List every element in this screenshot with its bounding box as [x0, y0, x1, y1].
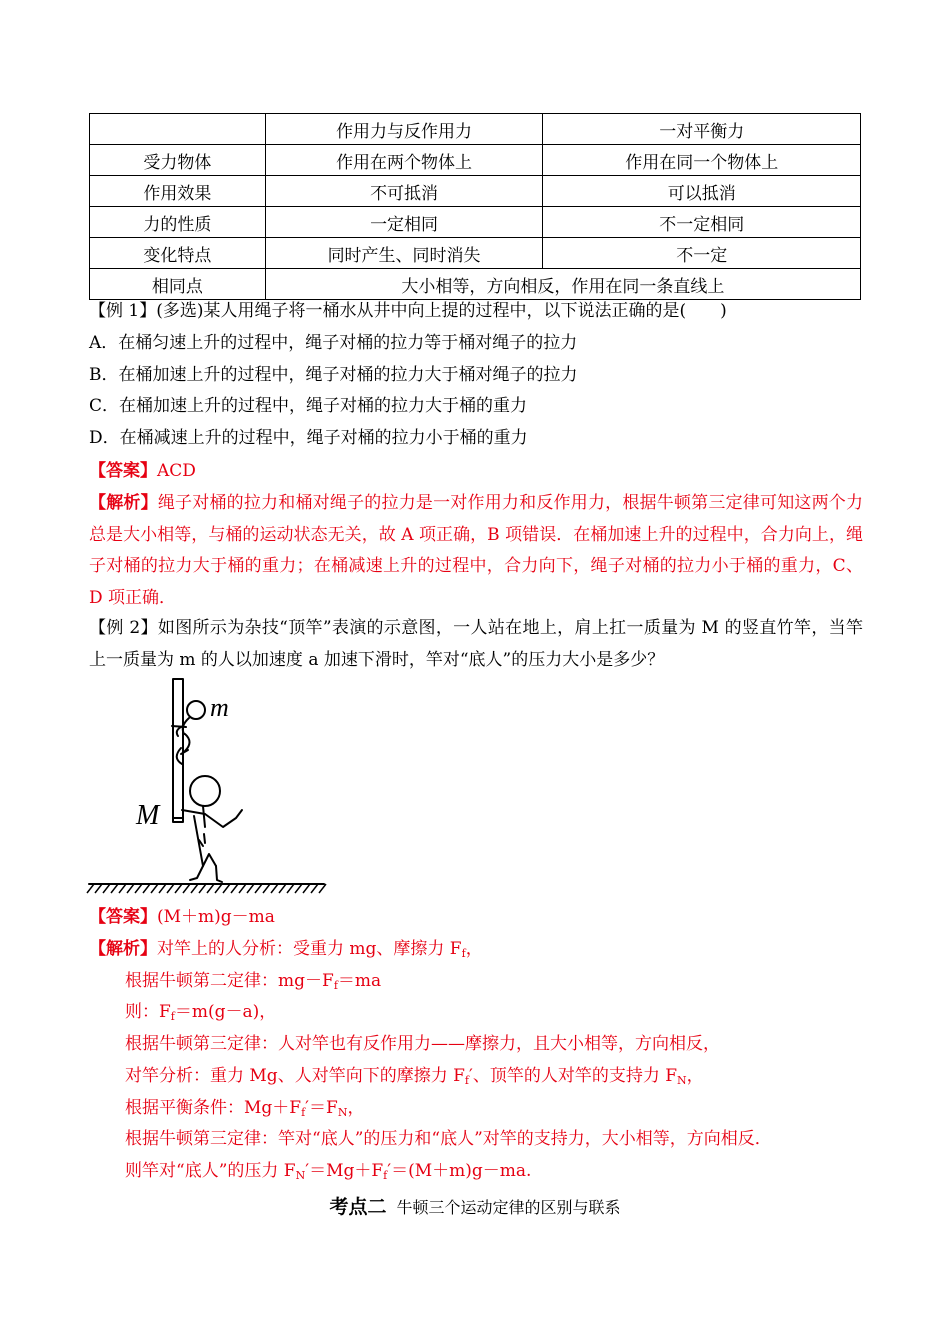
table-cell: 力的性质	[90, 207, 266, 238]
step-text: ′＝F	[305, 1098, 338, 1118]
table-header-cell: 作用力与反作用力	[265, 114, 543, 145]
step-text: 对竿上的人分析：受重力 mg、摩擦力 F	[157, 939, 462, 959]
table-cell: 作用在两个物体上	[265, 145, 543, 176]
section-heading	[0, 1193, 950, 1222]
table-cell: 受力物体	[90, 145, 266, 176]
analysis-tag: 【解析】	[89, 939, 157, 959]
step-text: 根据牛顿第二定律：mg－F	[125, 971, 334, 991]
pole-acrobatics-figure	[86, 676, 328, 894]
example1-option-a: A．在桶匀速上升的过程中，绳子对桶的拉力等于桶对绳子的拉力	[89, 333, 578, 353]
table-row-common	[90, 269, 861, 300]
step-text: ′、顶竿的人对竿的支持力 F	[468, 1066, 678, 1086]
step-text: ＝m(g－a)，	[174, 1002, 277, 1022]
example1-option-d: D．在桶减速上升的过程中，绳子对桶的拉力小于桶的重力	[89, 428, 528, 448]
subscript: f	[383, 1169, 388, 1182]
analysis-tag: 【解析】	[89, 493, 158, 513]
example1-question: 【例 1】(多选)某人用绳子将一桶水从井中向上提的过程中，以下说法正确的是( )	[89, 301, 727, 321]
answer-value: ACD	[157, 461, 196, 481]
example2-answer	[89, 902, 275, 933]
table-cell: 作用在同一个物体上	[543, 145, 861, 176]
subscript: f	[170, 1010, 175, 1023]
table-row	[90, 238, 861, 269]
example2-analysis-step-5	[125, 1061, 704, 1092]
step-text: ，	[347, 1098, 365, 1118]
subscript: f	[333, 979, 338, 992]
table-cell: 变化特点	[90, 238, 266, 269]
comparison-table	[89, 113, 861, 300]
step-text: ′＝(M＋m)g－ma.	[387, 1161, 532, 1181]
table-row	[90, 145, 861, 176]
table-cell: 不一定相同	[543, 207, 861, 238]
example2-analysis-step-7: 根据牛顿第三定律：竿对“底人”的压力和“底人”对竿的支持力，大小相等，方向相反．	[125, 1129, 772, 1149]
step-text: 则：F	[125, 1002, 171, 1022]
figure-label-big-m: M	[136, 800, 160, 831]
table-header-cell: 一对平衡力	[543, 114, 861, 145]
example1-option-b: B．在桶加速上升的过程中，绳子对桶的拉力大于桶对绳子的拉力	[89, 365, 578, 385]
table-cell: 不可抵消	[265, 176, 543, 207]
subscript: f	[464, 1074, 469, 1087]
step-text: 对竿分析：重力 Mg、人对竿向下的摩擦力 F	[125, 1066, 465, 1086]
table-header-row	[90, 114, 861, 145]
subscript: N	[337, 1106, 348, 1119]
example2-analysis-step-2	[125, 966, 381, 997]
step-text: ＝ma	[337, 971, 382, 991]
analysis-text: 绳子对桶的拉力和桶对绳子的拉力是一对作用力和反作用力，根据牛顿第三定律可知这两个力总是大小相等，与桶的运动状态无关，故 A 项正确，B 项错误．在桶加速上升的过程中，合力向上，绳子对桶的拉力大于桶的重力；在桶减速上升的过程中，合力向下，绳子对桶的拉力小于桶的重力，C、D 项正确．	[89, 493, 864, 608]
table-cell: 相同点	[90, 269, 266, 300]
section-title: 牛顿三个运动定律的区别与联系	[396, 1198, 621, 1217]
example1-analysis	[89, 488, 863, 614]
example1-answer	[89, 456, 196, 487]
pole-acrobatics-illustration	[86, 676, 328, 894]
table-row	[90, 207, 861, 238]
answer-tag: 【答案】	[89, 907, 157, 927]
example2-analysis-step-1	[89, 934, 483, 965]
example1-option-c: C．在桶加速上升的过程中，绳子对桶的拉力大于桶的重力	[89, 396, 528, 416]
step-text: 则竿对“底人”的压力 F	[125, 1161, 296, 1181]
step-text: ，	[465, 939, 483, 959]
example2-analysis-step-6	[125, 1093, 364, 1124]
answer-value: (M＋m)g－ma	[157, 907, 275, 927]
table-cell: 作用效果	[90, 176, 266, 207]
table-cell-merged: 大小相等，方向相反，作用在同一条直线上	[265, 269, 860, 300]
subscript: N	[677, 1074, 687, 1087]
table-row	[90, 176, 861, 207]
example2-analysis-step-3	[125, 997, 276, 1028]
subscript: N	[295, 1169, 306, 1182]
table-cell: 可以抵消	[543, 176, 861, 207]
step-text: ′＝Mg＋F	[305, 1161, 384, 1181]
table-cell: 同时产生、同时消失	[265, 238, 543, 269]
answer-tag: 【答案】	[89, 461, 157, 481]
step-text: ，	[686, 1066, 704, 1086]
table-cell: 不一定	[543, 238, 861, 269]
example2-analysis-step-8	[125, 1156, 531, 1187]
example2-question: 【例 2】如图所示为杂技“顶竿”表演的示意图，一人站在地上，肩上扛一质量为 M 的竖直竹竿，当竿上一质量为 m 的人以加速度 a 加速下滑时，竿对“底人”的压力大小是多少？	[89, 618, 863, 670]
section-label: 考点二	[329, 1196, 387, 1218]
step-text: 根据平衡条件：Mg＋F	[125, 1098, 302, 1118]
table-cell: 一定相同	[265, 207, 543, 238]
example2-analysis-step-4: 根据牛顿第三定律：人对竿也有反作用力——摩擦力，且大小相等，方向相反，	[125, 1034, 720, 1054]
table-header-cell	[90, 114, 266, 145]
subscript: f	[301, 1106, 306, 1119]
subscript: f	[461, 947, 466, 960]
figure-label-small-m: m	[210, 693, 229, 722]
